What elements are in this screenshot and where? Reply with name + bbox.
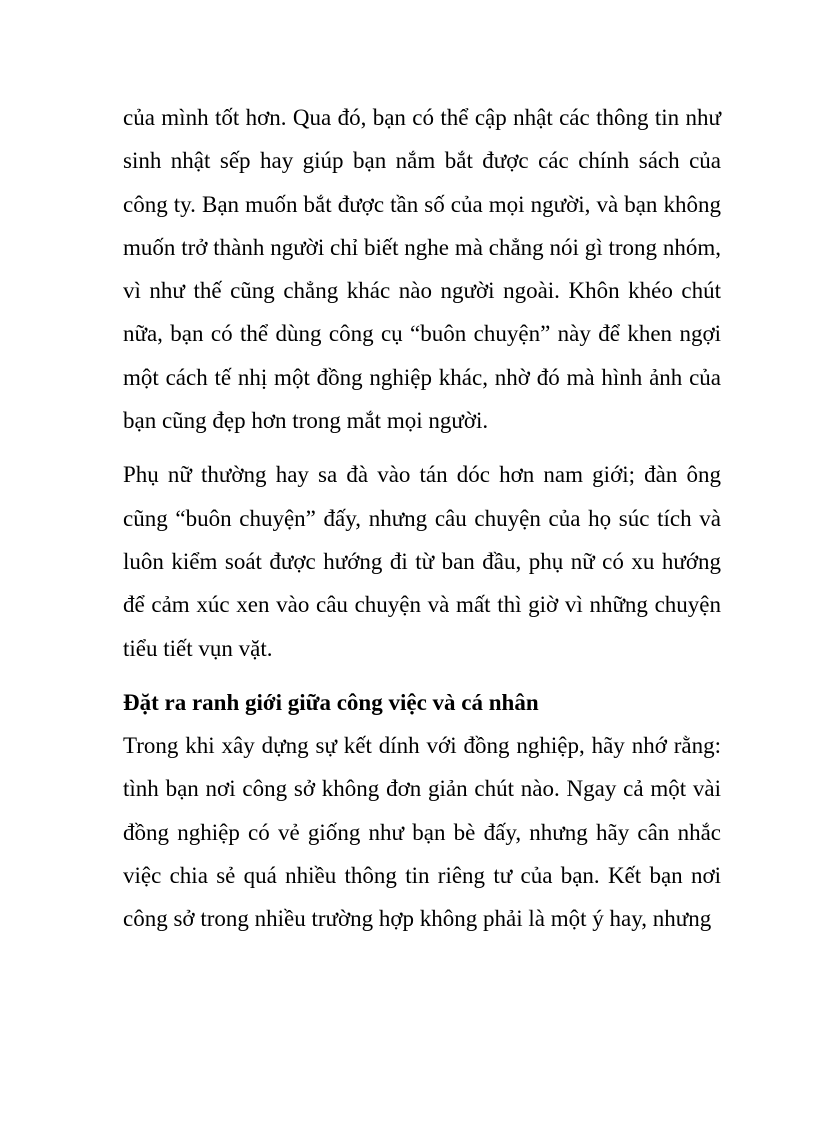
paragraph-gossip-benefits: của mình tốt hơn. Qua đó, bạn có thể cập nhật các thông tin như sinh nhật sếp hay giúp bạn nắm bắt được các chính sách của công ty. Bạn muốn bắt được tần số của mọi người, và bạn không muốn trở thành người chỉ biết nghe mà chẳng nói gì trong nhóm, vì như thế cũng chẳng khác nào người ngoài. Khôn khéo chút nữa, bạn có thể dùng công cụ “buôn chuyện” này để khen ngợi một cách tế nhị một đồng nghiệp khác, nhờ đó mà hình ảnh của bạn cũng đẹp hơn trong mắt mọi người. [123, 105, 721, 434]
paragraph-work-boundaries: Trong khi xây dựng sự kết dính với đồng nghiệp, hãy nhớ rằng: tình bạn nơi công sở không đơn giản chút nào. Ngay cả một vài đồng nghiệp có vẻ giống như bạn bè đấy, nhưng hãy cân nhắc việc chia sẻ quá nhiều thông tin riêng tư của bạn. Kết bạn nơi công sở trong nhiều trường hợp không phải là một ý hay, nhưng [123, 733, 721, 932]
document-body [123, 96, 721, 941]
section-heading: Đặt ra ranh giới giữa công việc và cá nhân [123, 689, 539, 715]
paragraph-gender-gossip: Phụ nữ thường hay sa đà vào tán dóc hơn nam giới; đàn ông cũng “buôn chuyện” đấy, nhưng câu chuyện của họ súc tích và luôn kiểm soát được hướng đi từ ban đầu, phụ nữ có xu hướng để cảm xúc xen vào câu chuyện và mất thì giờ vì những chuyện tiểu tiết vụn vặt. [123, 462, 721, 661]
